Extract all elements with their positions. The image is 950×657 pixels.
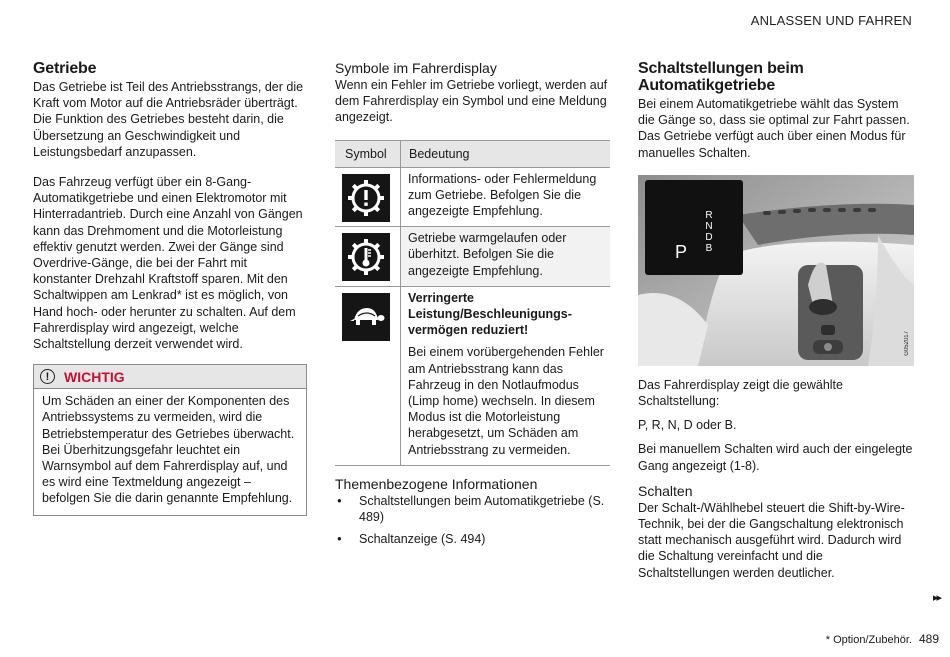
body-paragraph: Das Fahrzeug verfügt über ein 8-Gang-Automatikgetriebe und einen Elektromotor mit Hinterradantrieb. Durch eine Anzahl von Gängen kann das Drehmoment und die Motorleistung effektiv genutzt werden. Zwei der Gänge sind Overdrive-Gänge, die bei der Fahrt mit konstanter Drehzahl Kraftstoff sparen. Mit den Schaltwippen am Lenkrad* ist es möglich, von Hand hoch- oder herunter zu schalten. Auf dem Fahrerdisplay wird angezeigt, welche Schaltstellung derzeit verwendet wird. bbox=[33, 175, 303, 352]
heading-symbole: Symbole im Fahrerdisplay bbox=[335, 60, 497, 76]
display-current-gear: P bbox=[675, 241, 688, 262]
related-list bbox=[335, 493, 610, 548]
warning-text: Um Schäden an einer der Komponenten des Antriebssystems zu vermeiden, wird die Betriebstemperatur des Getriebes überwacht. Bei Überhitzungsgefahr leuchtet ein Warnsymbol auf dem Fahrerdisplay auf, und es wird eine Textmeldung angezeigt – befolgen Sie die darin genannte Empfehlung. bbox=[42, 394, 295, 506]
table-cell-meaning: Getriebe warmgelaufen oder überhitzt. Befolgen Sie die angezeigte Empfehlung. bbox=[401, 227, 611, 287]
gear-n: N bbox=[705, 220, 713, 232]
related-link-schaltanzeige[interactable]: ● Schaltanzeige (S. 494) bbox=[335, 531, 610, 547]
heading-schalten: Schalten bbox=[638, 482, 693, 499]
heading-getriebe: Getriebe bbox=[33, 60, 97, 77]
page-footer bbox=[826, 632, 939, 646]
gear-b: B bbox=[705, 242, 713, 254]
schalt-intro: Bei einem Automatikgetriebe wählt das System die Gänge so, dass sie optimal zur Fahrt passen. Das Getriebe verfügt auch über einen Modus für manuelles Schalten. bbox=[638, 97, 910, 160]
warning-box bbox=[33, 364, 307, 515]
turtle-icon bbox=[342, 293, 390, 341]
manual-note: Bei manuellem Schalten wird auch der eingelegte Gang angezeigt (1-8). bbox=[638, 442, 913, 473]
gear-warning-icon bbox=[342, 174, 390, 222]
display-gear-list bbox=[704, 210, 714, 254]
related-link-schaltstellungen[interactable]: ● Schaltstellungen beim Automatikgetriebe (S. 489) bbox=[335, 493, 610, 525]
gear-selector-photo bbox=[638, 175, 914, 366]
table-header-symbol: Symbol bbox=[335, 140, 401, 167]
table-header-row bbox=[335, 140, 610, 167]
table-row bbox=[335, 167, 610, 227]
table-header-bedeutung: Bedeutung bbox=[401, 140, 611, 167]
table-row bbox=[335, 227, 610, 287]
gear-positions-list: P, R, N, D bbox=[638, 418, 693, 433]
symbol-table bbox=[335, 140, 610, 466]
gear-positions-last: B. bbox=[724, 418, 737, 433]
warning-title: WICHTIG bbox=[64, 368, 125, 385]
gear-positions bbox=[638, 417, 914, 433]
heading-schaltstellungen: Schaltstellungen beim Automatikgetriebe bbox=[638, 60, 804, 94]
heading-related: Themenbezogene Informationen bbox=[335, 475, 538, 492]
symbole-intro: Wenn ein Fehler im Getriebe vorliegt, werden auf dem Fahrerdisplay ein Symbol und eine Meldung angezeigt. bbox=[335, 78, 608, 125]
table-cell-meaning: Informations- oder Fehlermeldung zum Getriebe. Befolgen Sie die angezeigte Empfehlung. bbox=[401, 167, 611, 227]
gear-positions-or: oder bbox=[696, 418, 722, 433]
reduced-power-text: Bei einem vorübergehenden Fehler am Antriebsstrang kann das Fahrzeug in den Notlaufmodus (Limp home) wechseln. In diesem Modus ist die Motorleistung herabgesetzt, um Schäden am Antriebsstrang zu vermeiden. bbox=[408, 345, 604, 457]
image-id: G052017 bbox=[904, 331, 910, 356]
photo-caption: Das Fahrerdisplay zeigt die gewählte Schaltstellung: bbox=[638, 377, 843, 409]
warning-header bbox=[34, 365, 306, 389]
page-number: 489 bbox=[918, 632, 939, 646]
section-header: ANLASSEN UND FAHREN bbox=[750, 13, 912, 28]
double-arrow-right-icon[interactable]: ▸▸ bbox=[932, 592, 940, 604]
gear-r: R bbox=[705, 209, 713, 221]
table-cell-meaning bbox=[401, 286, 611, 465]
driver-display-inset bbox=[645, 180, 743, 275]
column-getriebe bbox=[33, 60, 307, 516]
footer-note: * Option/Zubehör. bbox=[825, 634, 912, 646]
exclamation-circle-icon: ! bbox=[40, 369, 55, 384]
column-schaltstellungen bbox=[638, 60, 914, 581]
gear-temperature-icon bbox=[342, 233, 390, 281]
schalten-text: Der Schalt-/Wählhebel steuert die Shift-by-Wire-Technik, bei der die Gangschaltung elektronisch statt mechanisch ausgeführt wird. Dadurch wird die Schaltung vereinfacht und die Schaltstellungen werden deutlicher. bbox=[638, 500, 905, 580]
table-row bbox=[335, 286, 610, 465]
column-symbole bbox=[335, 60, 610, 553]
gear-d: D bbox=[705, 231, 713, 243]
intro-paragraph: Das Getriebe ist Teil des Antriebsstrangs, der die Kraft vom Motor auf die Antriebsräder überträgt. Die Funktion des Getriebes besteht darin, die Übersetzung an Geschwindigkeit und Leistungsbedarf anzupassen. bbox=[33, 80, 304, 159]
reduced-power-title: Verringerte Leistung/Beschleunigungs- vermögen reduziert! bbox=[408, 290, 572, 338]
